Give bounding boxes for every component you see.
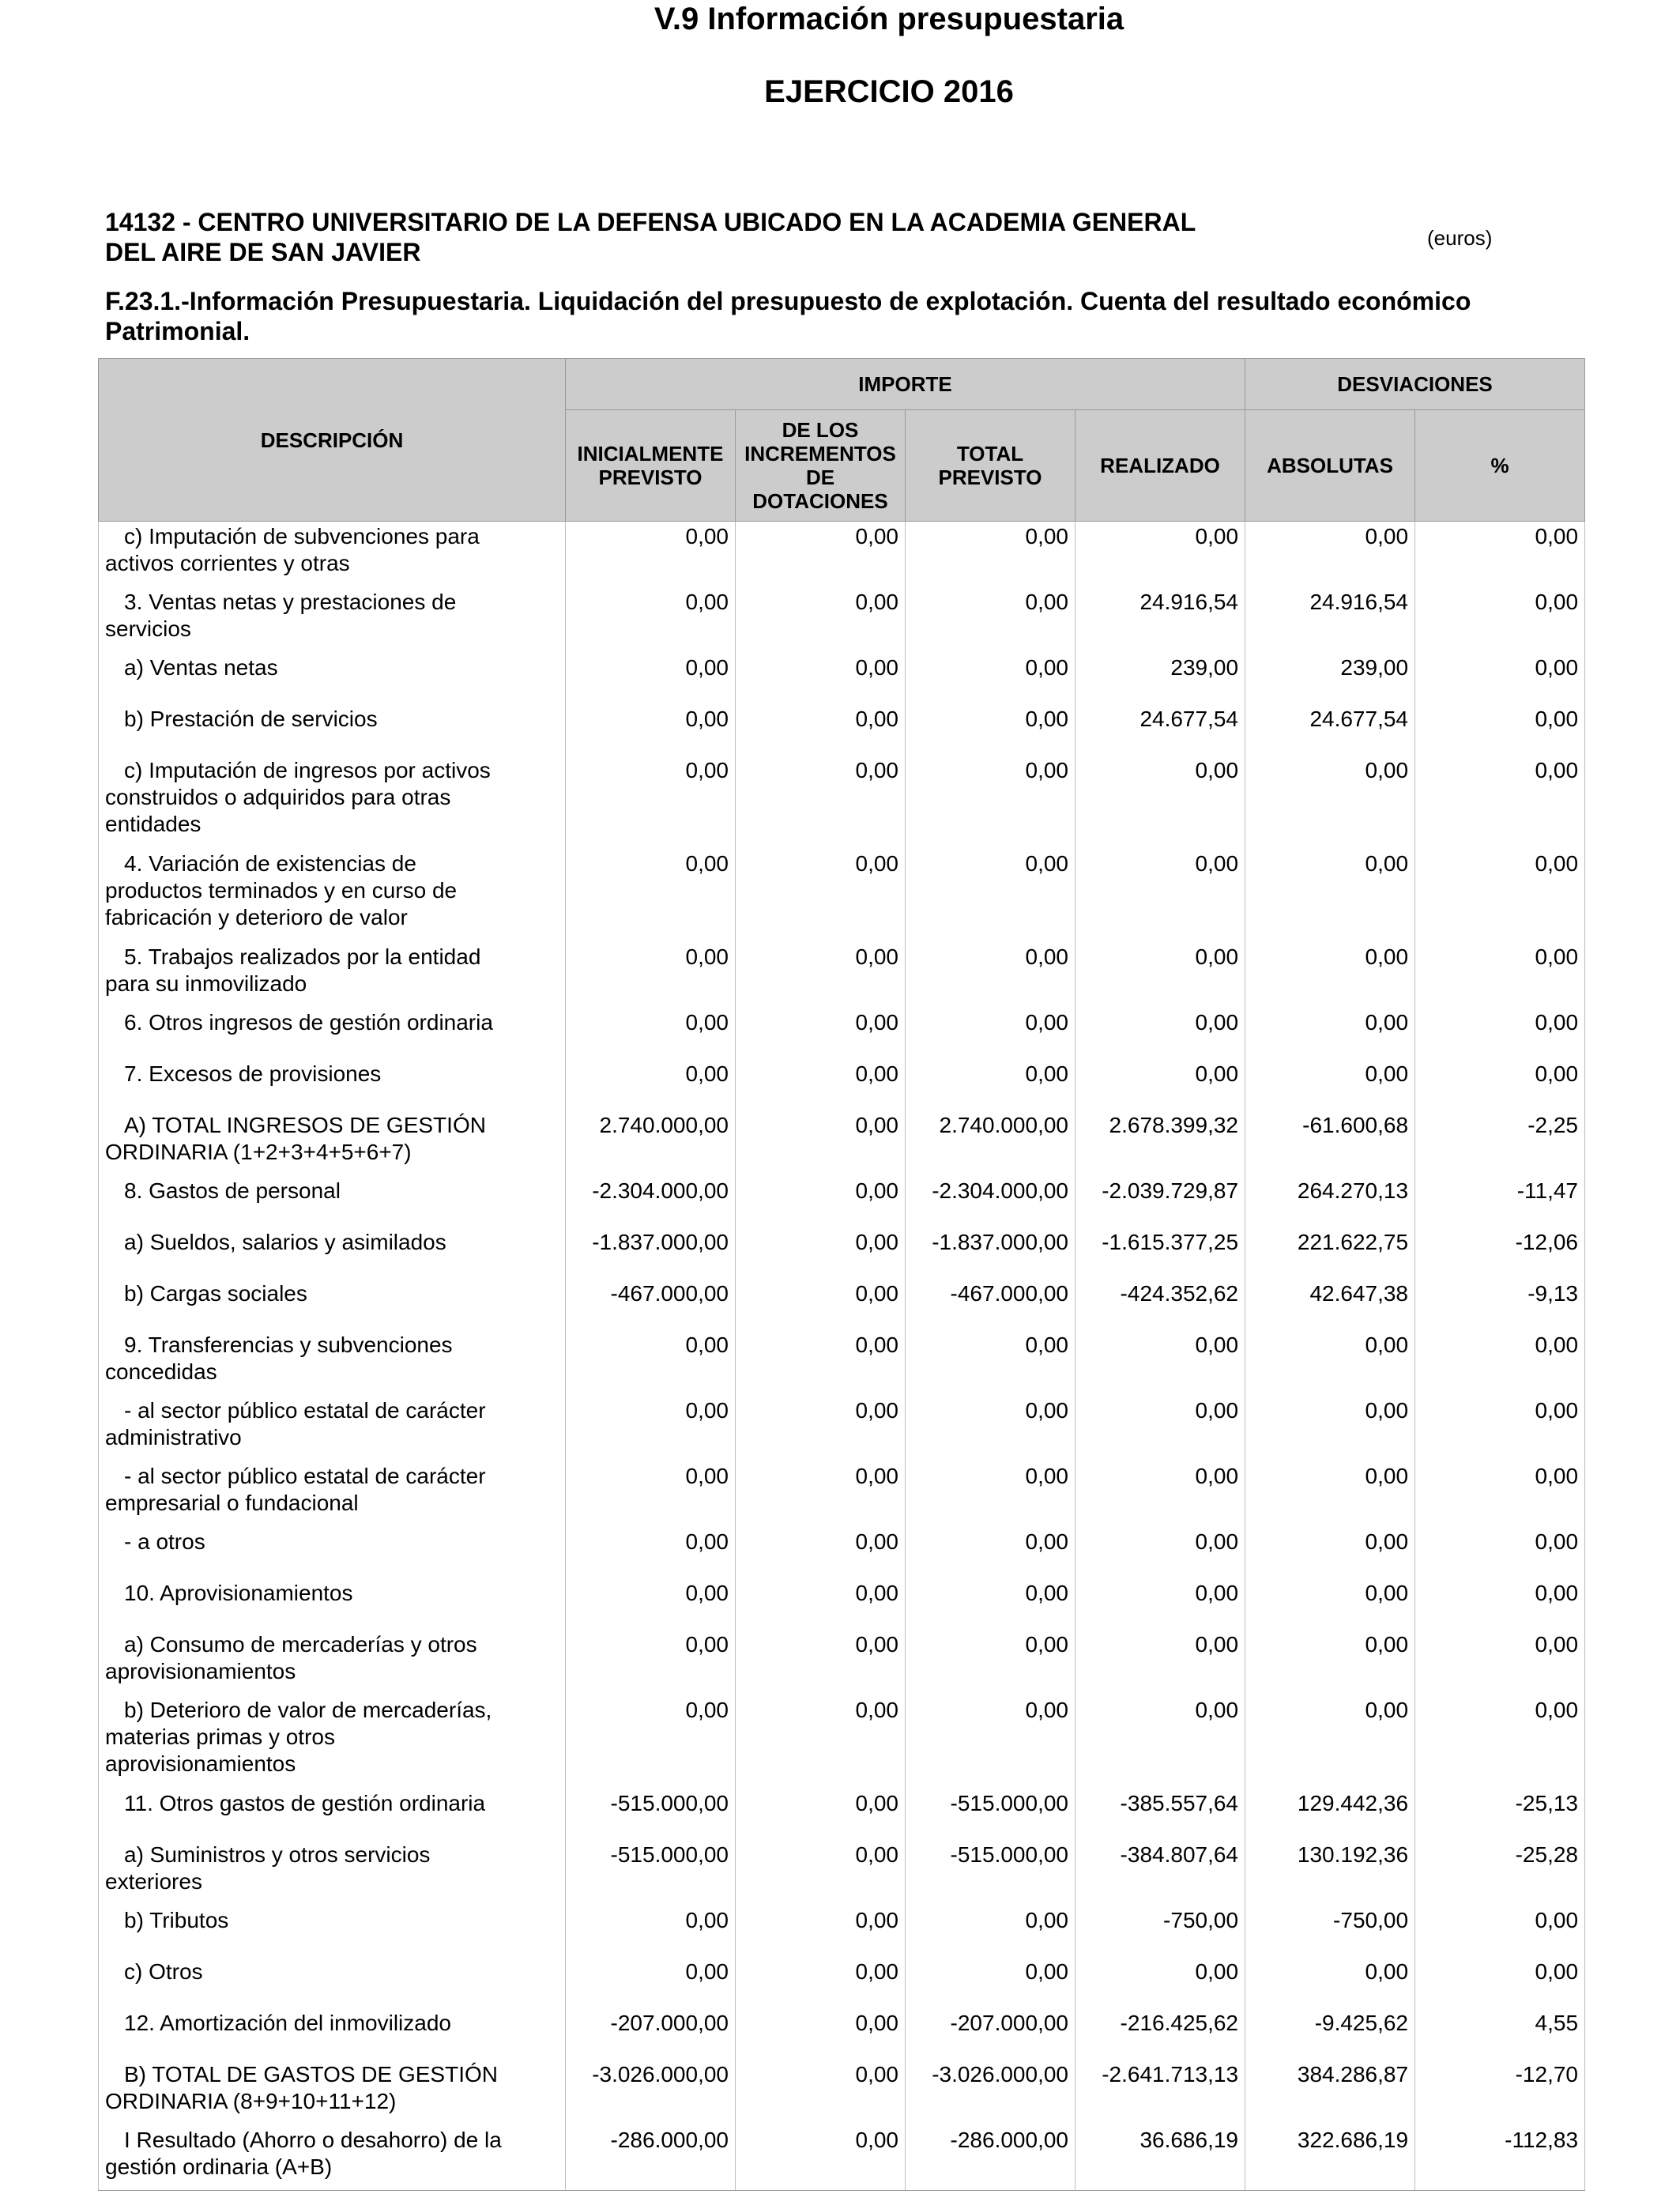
budget-table-container [98,358,1584,2191]
cell-total: -515.000,00 [906,1840,1075,1906]
row-description-line: A) TOTAL INGRESOS DE GESTIÓN [124,1112,486,1137]
cell-incrementos: 0,00 [736,587,906,653]
cell-incrementos: 0,00 [736,1330,906,1396]
table-row [99,1630,1585,1695]
cell-total: 0,00 [906,849,1075,942]
cell-percent: 0,00 [1415,522,1585,587]
cell-realizado: 0,00 [1075,1008,1245,1059]
cell-incrementos: 0,00 [736,1279,906,1330]
cell-realizado: 0,00 [1075,1527,1245,1578]
header-text: INCREMENTOS [744,442,896,466]
header-text: INICIALMENTE [577,442,724,466]
entity-name-line2: DEL AIRE DE SAN JAVIER [105,238,421,266]
cell-incrementos: 0,00 [736,1176,906,1227]
cell-inicial: 0,00 [566,522,736,587]
cell-realizado: 24.677,54 [1075,704,1245,756]
cell-realizado: -385.557,64 [1075,1789,1245,1840]
cell-absolutas: 129.442,36 [1245,1789,1415,1840]
row-description-line: gestión ordinaria (A+B) [105,2154,333,2179]
row-description-line: 9. Transferencias y subvenciones [124,1332,453,1357]
header-inicialmente-previsto [566,410,736,522]
cell-percent: 0,00 [1415,1578,1585,1630]
cell-incrementos: 0,00 [736,1396,906,1461]
cell-inicial: 0,00 [566,1396,736,1461]
header-text: PREVISTO [938,466,1042,489]
cell-incrementos: 0,00 [736,756,906,849]
cell-absolutas: 221.622,75 [1245,1227,1415,1279]
row-description [99,1906,566,1957]
cell-inicial: 0,00 [566,704,736,756]
row-description-line: b) Deterioro de valor de mercaderías, [124,1697,492,1722]
table-row [99,1957,1585,2008]
cell-total: 0,00 [906,1008,1075,1059]
cell-absolutas: 0,00 [1245,1461,1415,1527]
table-row [99,1461,1585,1527]
row-description-line: aprovisionamientos [105,1658,296,1683]
header-percent: % [1415,410,1585,522]
header-text: PREVISTO [598,466,703,489]
row-description [99,1840,566,1906]
row-description-line: a) Suministros y otros servicios [124,1842,431,1867]
cell-realizado: 0,00 [1075,1630,1245,1695]
cell-inicial: 0,00 [566,653,736,704]
row-description [99,1330,566,1396]
header-text: TOTAL [956,442,1024,466]
cell-percent: -25,13 [1415,1789,1585,1840]
row-description [99,2060,566,2125]
cell-inicial: 0,00 [566,587,736,653]
cell-inicial: -207.000,00 [566,2008,736,2060]
cell-incrementos: 0,00 [736,942,906,1008]
cell-realizado: -750,00 [1075,1906,1245,1957]
cell-incrementos: 0,00 [736,1461,906,1527]
row-description-line: b) Prestación de servicios [124,706,378,731]
table-row [99,2008,1585,2060]
cell-absolutas: 0,00 [1245,1957,1415,2008]
row-description-line: 7. Excesos de provisiones [124,1061,382,1086]
cell-realizado: 0,00 [1075,1396,1245,1461]
cell-realizado: 0,00 [1075,756,1245,849]
table-row [99,1396,1585,1461]
row-description-line: 11. Otros gastos de gestión ordinaria [124,1790,486,1815]
cell-realizado: 0,00 [1075,1695,1245,1789]
cell-incrementos: 0,00 [736,2008,906,2060]
cell-inicial: 0,00 [566,1630,736,1695]
cell-inicial: 0,00 [566,1330,736,1396]
header-absolutas: ABSOLUTAS [1245,410,1415,522]
header-text: DE [805,466,835,489]
row-description [99,1461,566,1527]
cell-total: 0,00 [906,1906,1075,1957]
cell-absolutas: -9.425,62 [1245,2008,1415,2060]
cell-total: 0,00 [906,1330,1075,1396]
row-description [99,653,566,704]
cell-total: 0,00 [906,1527,1075,1578]
row-description-line: 3. Ventas netas y prestaciones de [124,589,457,614]
header-description: DESCRIPCIÓN [99,359,566,522]
cell-absolutas: 0,00 [1245,1527,1415,1578]
cell-absolutas: 0,00 [1245,756,1415,849]
table-row [99,942,1585,1008]
row-description-line: exteriores [105,1868,202,1894]
cell-incrementos: 0,00 [736,1527,906,1578]
cell-percent: 4,55 [1415,2008,1585,2060]
row-description [99,1279,566,1330]
table-row [99,1906,1585,1957]
cell-incrementos: 0,00 [736,2125,906,2191]
row-description-line: 12. Amortización del inmovilizado [124,2010,451,2035]
cell-incrementos: 0,00 [736,1630,906,1695]
header-desviaciones: DESVIACIONES [1245,359,1585,410]
cell-percent: 0,00 [1415,849,1585,942]
row-description-line: c) Imputación de ingresos por activos [124,757,491,782]
row-description-line: entidades [105,811,202,836]
cell-incrementos: 0,00 [736,1227,906,1279]
row-description [99,1396,566,1461]
cell-realizado: 24.916,54 [1075,587,1245,653]
table-row [99,1227,1585,1279]
cell-total: 0,00 [906,1957,1075,2008]
cell-inicial: -467.000,00 [566,1279,736,1330]
row-description [99,1630,566,1695]
row-description [99,587,566,653]
row-description-line: materias primas y otros [105,1724,335,1749]
cell-inicial: -515.000,00 [566,1789,736,1840]
cell-total: -2.304.000,00 [906,1176,1075,1227]
cell-percent: 0,00 [1415,1008,1585,1059]
cell-incrementos: 0,00 [736,704,906,756]
cell-inicial: 0,00 [566,849,736,942]
entity-name-line1: 14132 - CENTRO UNIVERSITARIO DE LA DEFENSA UBICADO EN LA ACADEMIA GENERAL [105,208,1196,236]
section-title-line1: F.23.1.-Información Presupuestaria. Liquidación del presupuesto de explotación. Cuenta del resultado económico [105,287,1471,315]
cell-inicial: -3.026.000,00 [566,2060,736,2125]
cell-inicial: 0,00 [566,942,736,1008]
cell-realizado: 0,00 [1075,522,1245,587]
row-description-line: I Resultado (Ahorro o desahorro) de la [124,2127,502,2152]
row-description-line: a) Consumo de mercaderías y otros [124,1631,477,1657]
cell-total: 0,00 [906,1059,1075,1110]
table-row [99,653,1585,704]
row-description-line: aprovisionamientos [105,1751,296,1776]
cell-absolutas: -750,00 [1245,1906,1415,1957]
header-realizado: REALIZADO [1075,410,1245,522]
header-text: DOTACIONES [752,489,888,513]
cell-inicial: -2.304.000,00 [566,1176,736,1227]
cell-realizado: -2.039.729,87 [1075,1176,1245,1227]
cell-percent: -2,25 [1415,1110,1585,1176]
table-row [99,1279,1585,1330]
row-description [99,1957,566,2008]
cell-realizado: 0,00 [1075,849,1245,942]
row-description-line: productos terminados y en curso de [105,877,458,903]
cell-realizado: -2.641.713,13 [1075,2060,1245,2125]
row-description [99,2125,566,2191]
cell-total: -3.026.000,00 [906,2060,1075,2125]
cell-total: 2.740.000,00 [906,1110,1075,1176]
row-description-line: b) Cargas sociales [124,1280,307,1306]
row-description-line: 6. Otros ingresos de gestión ordinaria [124,1009,493,1035]
cell-absolutas: 239,00 [1245,653,1415,704]
cell-inicial: 0,00 [566,1578,736,1630]
cell-absolutas: 0,00 [1245,1578,1415,1630]
cell-total: 0,00 [906,942,1075,1008]
cell-absolutas: 0,00 [1245,849,1415,942]
row-description-line: fabricación y deterioro de valor [105,904,408,929]
cell-absolutas: -61.600,68 [1245,1110,1415,1176]
cell-incrementos: 0,00 [736,1059,906,1110]
cell-inicial: 0,00 [566,756,736,849]
row-description-line: a) Sueldos, salarios y asimilados [124,1229,446,1254]
table-row [99,1008,1585,1059]
table-row [99,704,1585,756]
cell-absolutas: 0,00 [1245,1059,1415,1110]
cell-inicial: 0,00 [566,1461,736,1527]
table-row [99,1840,1585,1906]
header-importe: IMPORTE [566,359,1245,410]
cell-inicial: 0,00 [566,1527,736,1578]
row-description [99,1789,566,1840]
units-label: (euros) [1427,226,1493,250]
section-title [105,286,1591,346]
cell-inicial: -286.000,00 [566,2125,736,2191]
cell-total: -515.000,00 [906,1789,1075,1840]
cell-absolutas: 0,00 [1245,522,1415,587]
cell-incrementos: 0,00 [736,1840,906,1906]
table-row [99,2060,1585,2125]
table-body [99,522,1585,2191]
cell-realizado: 0,00 [1075,1330,1245,1396]
cell-incrementos: 0,00 [736,1906,906,1957]
table-row [99,1578,1585,1630]
row-description-line: a) Ventas netas [124,654,278,680]
table-row [99,1789,1585,1840]
row-description [99,756,566,849]
row-description-line: c) Imputación de subvenciones para [124,524,480,548]
row-description [99,849,566,942]
cell-realizado: 0,00 [1075,1578,1245,1630]
cell-percent: 0,00 [1415,1695,1585,1789]
header-incrementos-dotaciones [736,410,906,522]
row-description [99,1059,566,1110]
row-description [99,1527,566,1578]
page-subtitle: EJERCICIO 2016 [764,74,1014,109]
cell-total: 0,00 [906,1630,1075,1695]
cell-percent: 0,00 [1415,1330,1585,1396]
row-description-line: - al sector público estatal de carácter [124,1463,486,1488]
cell-absolutas: 0,00 [1245,1330,1415,1396]
table-row [99,1330,1585,1396]
cell-total: 0,00 [906,1396,1075,1461]
cell-incrementos: 0,00 [736,653,906,704]
cell-percent: 0,00 [1415,1461,1585,1527]
cell-realizado: 0,00 [1075,942,1245,1008]
cell-total: -467.000,00 [906,1279,1075,1330]
cell-total: 0,00 [906,1461,1075,1527]
cell-realizado: 36.686,19 [1075,2125,1245,2191]
row-description-line: B) TOTAL DE GASTOS DE GESTIÓN [124,2061,498,2087]
cell-realizado: 2.678.399,32 [1075,1110,1245,1176]
cell-inicial: 0,00 [566,1695,736,1789]
row-description-line: c) Otros [124,1958,203,1984]
cell-percent: 0,00 [1415,756,1585,849]
cell-absolutas: 24.916,54 [1245,587,1415,653]
cell-total: 0,00 [906,653,1075,704]
cell-absolutas: 0,00 [1245,942,1415,1008]
row-description [99,1110,566,1176]
table-row [99,756,1585,849]
cell-absolutas: 322.686,19 [1245,2125,1415,2191]
cell-total: 0,00 [906,756,1075,849]
row-description-line: empresarial o fundacional [105,1490,359,1515]
cell-percent: 0,00 [1415,1630,1585,1695]
cell-percent: 0,00 [1415,704,1585,756]
cell-incrementos: 0,00 [736,1695,906,1789]
row-description [99,2008,566,2060]
cell-incrementos: 0,00 [736,1008,906,1059]
cell-percent: -12,06 [1415,1227,1585,1279]
row-description-line: activos corrientes y otras [105,551,350,575]
table-row [99,2125,1585,2191]
cell-total: 0,00 [906,522,1075,587]
cell-incrementos: 0,00 [736,1957,906,2008]
cell-absolutas: 264.270,13 [1245,1176,1415,1227]
cell-absolutas: 0,00 [1245,1008,1415,1059]
cell-percent: 0,00 [1415,1906,1585,1957]
table-row [99,522,1585,587]
row-description [99,1176,566,1227]
cell-realizado: 0,00 [1075,1957,1245,2008]
cell-incrementos: 0,00 [736,1789,906,1840]
row-description-line: ORDINARIA (8+9+10+11+12) [105,2088,397,2113]
row-description-line: 5. Trabajos realizados por la entidad [124,944,481,969]
cell-inicial: 0,00 [566,1059,736,1110]
page-title: V.9 Información presupuestaria [654,2,1124,36]
cell-percent: 0,00 [1415,942,1585,1008]
cell-total: -286.000,00 [906,2125,1075,2191]
cell-incrementos: 0,00 [736,522,906,587]
table-row [99,1110,1585,1176]
cell-percent: 0,00 [1415,653,1585,704]
cell-absolutas: 0,00 [1245,1630,1415,1695]
cell-realizado: -424.352,62 [1075,1279,1245,1330]
table-row [99,1059,1585,1110]
table-row [99,587,1585,653]
cell-incrementos: 0,00 [736,849,906,942]
table-row [99,1527,1585,1578]
cell-percent: -25,28 [1415,1840,1585,1906]
row-description [99,942,566,1008]
cell-realizado: -1.615.377,25 [1075,1227,1245,1279]
cell-percent: -9,13 [1415,1279,1585,1330]
row-description [99,522,566,587]
cell-incrementos: 0,00 [736,2060,906,2125]
cell-realizado: 0,00 [1075,1461,1245,1527]
cell-inicial: -1.837.000,00 [566,1227,736,1279]
cell-inicial: 0,00 [566,1008,736,1059]
row-description-line: - al sector público estatal de carácter [124,1397,486,1423]
row-description-line: servicios [105,616,191,641]
header-text: DE LOS [782,418,859,442]
cell-absolutas: 0,00 [1245,1695,1415,1789]
row-description-line: 8. Gastos de personal [124,1178,341,1203]
cell-total: -207.000,00 [906,2008,1075,2060]
row-description [99,1578,566,1630]
row-description [99,1227,566,1279]
table-row [99,1176,1585,1227]
cell-percent: -11,47 [1415,1176,1585,1227]
cell-inicial: 2.740.000,00 [566,1110,736,1176]
cell-percent: 0,00 [1415,1059,1585,1110]
row-description-line: ORDINARIA (1+2+3+4+5+6+7) [105,1139,412,1164]
cell-absolutas: 130.192,36 [1245,1840,1415,1906]
cell-percent: -12,70 [1415,2060,1585,2125]
table-row [99,1695,1585,1789]
cell-total: 0,00 [906,704,1075,756]
budget-table [98,358,1585,2191]
cell-incrementos: 0,00 [736,1578,906,1630]
row-description-line: para su inmovilizado [105,971,307,996]
row-description-line: - a otros [124,1529,205,1554]
row-description-line: construidos o adquiridos para otras [105,784,451,809]
cell-percent: 0,00 [1415,587,1585,653]
row-description [99,704,566,756]
cell-incrementos: 0,00 [736,1110,906,1176]
row-description-line: b) Tributos [124,1907,229,1932]
cell-absolutas: 24.677,54 [1245,704,1415,756]
cell-realizado: 239,00 [1075,653,1245,704]
header-total-previsto [906,410,1075,522]
row-description [99,1008,566,1059]
cell-total: 0,00 [906,1695,1075,1789]
cell-inicial: 0,00 [566,1957,736,2008]
cell-absolutas: 0,00 [1245,1396,1415,1461]
section-title-line2: Patrimonial. [105,317,250,345]
table-row [99,849,1585,942]
cell-percent: -112,83 [1415,2125,1585,2191]
cell-percent: 0,00 [1415,1957,1585,2008]
cell-percent: 0,00 [1415,1527,1585,1578]
entity-name [105,207,1338,267]
cell-total: 0,00 [906,1578,1075,1630]
cell-percent: 0,00 [1415,1396,1585,1461]
cell-total: 0,00 [906,587,1075,653]
cell-absolutas: 42.647,38 [1245,1279,1415,1330]
cell-realizado: 0,00 [1075,1059,1245,1110]
cell-realizado: -384.807,64 [1075,1840,1245,1906]
row-description [99,1695,566,1789]
cell-realizado: -216.425,62 [1075,2008,1245,2060]
cell-inicial: 0,00 [566,1906,736,1957]
row-description-line: 10. Aprovisionamientos [124,1580,353,1605]
cell-total: -1.837.000,00 [906,1227,1075,1279]
row-description-line: administrativo [105,1424,242,1449]
cell-absolutas: 384.286,87 [1245,2060,1415,2125]
row-description-line: concedidas [105,1359,217,1384]
row-description-line: 4. Variación de existencias de [124,850,416,876]
cell-inicial: -515.000,00 [566,1840,736,1906]
